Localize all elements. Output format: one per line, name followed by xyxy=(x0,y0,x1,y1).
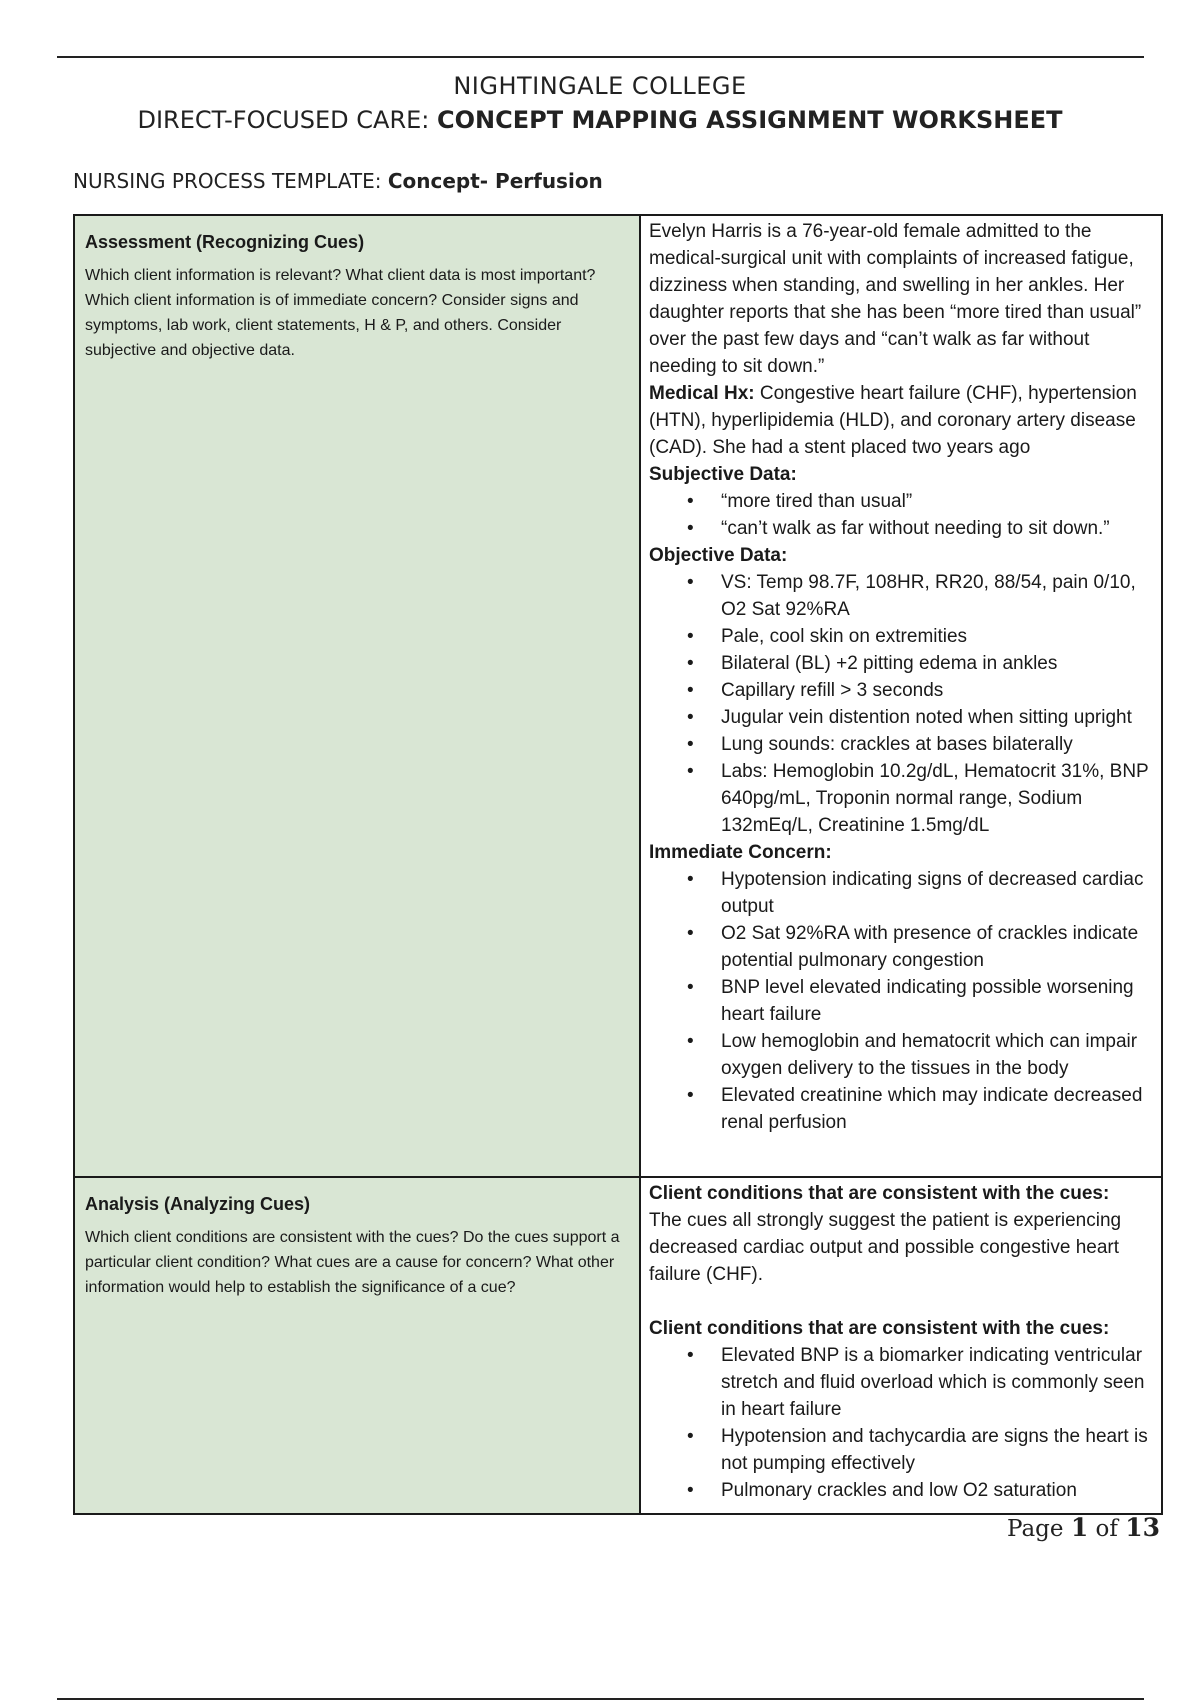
analysis-heading-1: Client conditions that are consistent with the cues: xyxy=(649,1183,1110,1204)
list-item: • Bilateral (BL) +2 pitting edema in ankles xyxy=(649,650,1153,677)
list-item: • Pale, cool skin on extremities xyxy=(649,623,1153,650)
analysis-prompt: Which client conditions are consistent with the cues? Do the cues support a particular client condition? What cues are a cause for concern? What other information would help to establish the significance of a cue? xyxy=(85,1229,620,1296)
list-item: • “can’t walk as far without needing to sit down.” xyxy=(649,515,1153,542)
spacer xyxy=(649,1288,1153,1315)
college-name: NIGHTINGALE COLLEGE xyxy=(453,72,747,100)
assessment-row xyxy=(74,215,1162,1177)
nursing-process-table xyxy=(73,214,1163,1515)
top-rule xyxy=(57,56,1144,58)
list-item: • Pulmonary crackles and low O2 saturation xyxy=(649,1477,1153,1504)
assessment-answer-cell xyxy=(640,215,1162,1177)
page-total: 13 xyxy=(1125,1513,1160,1542)
worksheet-title xyxy=(0,106,1200,134)
list-item: • Labs: Hemoglobin 10.2g/dL, Hematocrit 31%, BNP 640pg/mL, Troponin normal range, Sodium 132mEq/L, Creatinine 1.5mg/dL xyxy=(649,758,1153,839)
medical-hx-text: Congestive heart failure (CHF), hypertension (HTN), hyperlipidemia (HLD), and coronary artery disease (CAD). She had a stent placed two years ago xyxy=(649,383,1137,458)
objective-label: Objective Data: xyxy=(649,545,788,566)
subjective-label: Subjective Data: xyxy=(649,464,797,485)
list-item: • Low hemoglobin and hematocrit which can impair oxygen delivery to the tissues in the body xyxy=(649,1028,1153,1082)
page-current: 1 xyxy=(1070,1513,1089,1542)
list-item: • Elevated BNP is a biomarker indicating ventricular stretch and fluid overload which is commonly seen in heart failure xyxy=(649,1342,1153,1423)
list-item: • O2 Sat 92%RA with presence of crackles indicate potential pulmonary congestion xyxy=(649,920,1153,974)
list-item: • Elevated creatinine which may indicate decreased renal perfusion xyxy=(649,1082,1153,1136)
course-title: CONCEPT MAPPING ASSIGNMENT WORKSHEET xyxy=(437,106,1063,134)
course-prefix: DIRECT-FOCUSED CARE: xyxy=(137,106,438,134)
of-word: of xyxy=(1088,1516,1126,1542)
list-item: • Hypotension and tachycardia are signs the heart is not pumping effectively xyxy=(649,1423,1153,1477)
immediate-concern-list xyxy=(649,866,1153,1136)
page-number xyxy=(1007,1513,1160,1542)
subjective-list xyxy=(649,488,1153,542)
analysis-list xyxy=(649,1342,1153,1504)
list-item: • VS: Temp 98.7F, 108HR, RR20, 88/54, pain 0/10, O2 Sat 92%RA xyxy=(649,569,1153,623)
case-intro: Evelyn Harris is a 76-year-old female admitted to the medical-surgical unit with complaints of increased fatigue, dizziness when standing, and swelling in her ankles. Her daughter reports that she has been “more tired than usual” over the past few days and “can’t walk as far without needing to sit down.” xyxy=(649,221,1142,377)
analysis-summary: The cues all strongly suggest the patient is experiencing decreased cardiac output and possible congestive heart failure (CHF). xyxy=(649,1210,1122,1285)
analysis-title: Analysis (Analyzing Cues) xyxy=(85,1194,311,1214)
list-item: • BNP level elevated indicating possible worsening heart failure xyxy=(649,974,1153,1028)
analysis-answer-cell xyxy=(640,1177,1162,1514)
list-item: • Lung sounds: crackles at bases bilaterally xyxy=(649,731,1153,758)
page-word: Page xyxy=(1007,1516,1071,1542)
analysis-heading-2: Client conditions that are consistent with the cues: xyxy=(649,1318,1110,1339)
objective-list xyxy=(649,569,1153,839)
medical-hx-label: Medical Hx: xyxy=(649,383,755,404)
list-item: • Capillary refill > 3 seconds xyxy=(649,677,1153,704)
template-prefix: NURSING PROCESS TEMPLATE: xyxy=(73,169,388,193)
list-item: • “more tired than usual” xyxy=(649,488,1153,515)
template-concept: Concept- Perfusion xyxy=(387,169,603,193)
assessment-question-cell xyxy=(74,215,640,1177)
analysis-question-cell xyxy=(74,1177,640,1514)
template-heading xyxy=(73,169,603,193)
assessment-title: Assessment (Recognizing Cues) xyxy=(85,232,365,252)
medical-history xyxy=(649,380,1153,461)
list-item: • Hypotension indicating signs of decreased cardiac output xyxy=(649,866,1153,920)
assessment-prompt: Which client information is relevant? What client data is most important? Which client information is of immediate concern? Consider signs and symptoms, lab work, client statements, H & P, and others. Consider subjective and objective data. xyxy=(85,267,596,359)
analysis-row xyxy=(74,1177,1162,1514)
immediate-concern-label: Immediate Concern: xyxy=(649,842,832,863)
list-item: • Jugular vein distention noted when sitting upright xyxy=(649,704,1153,731)
